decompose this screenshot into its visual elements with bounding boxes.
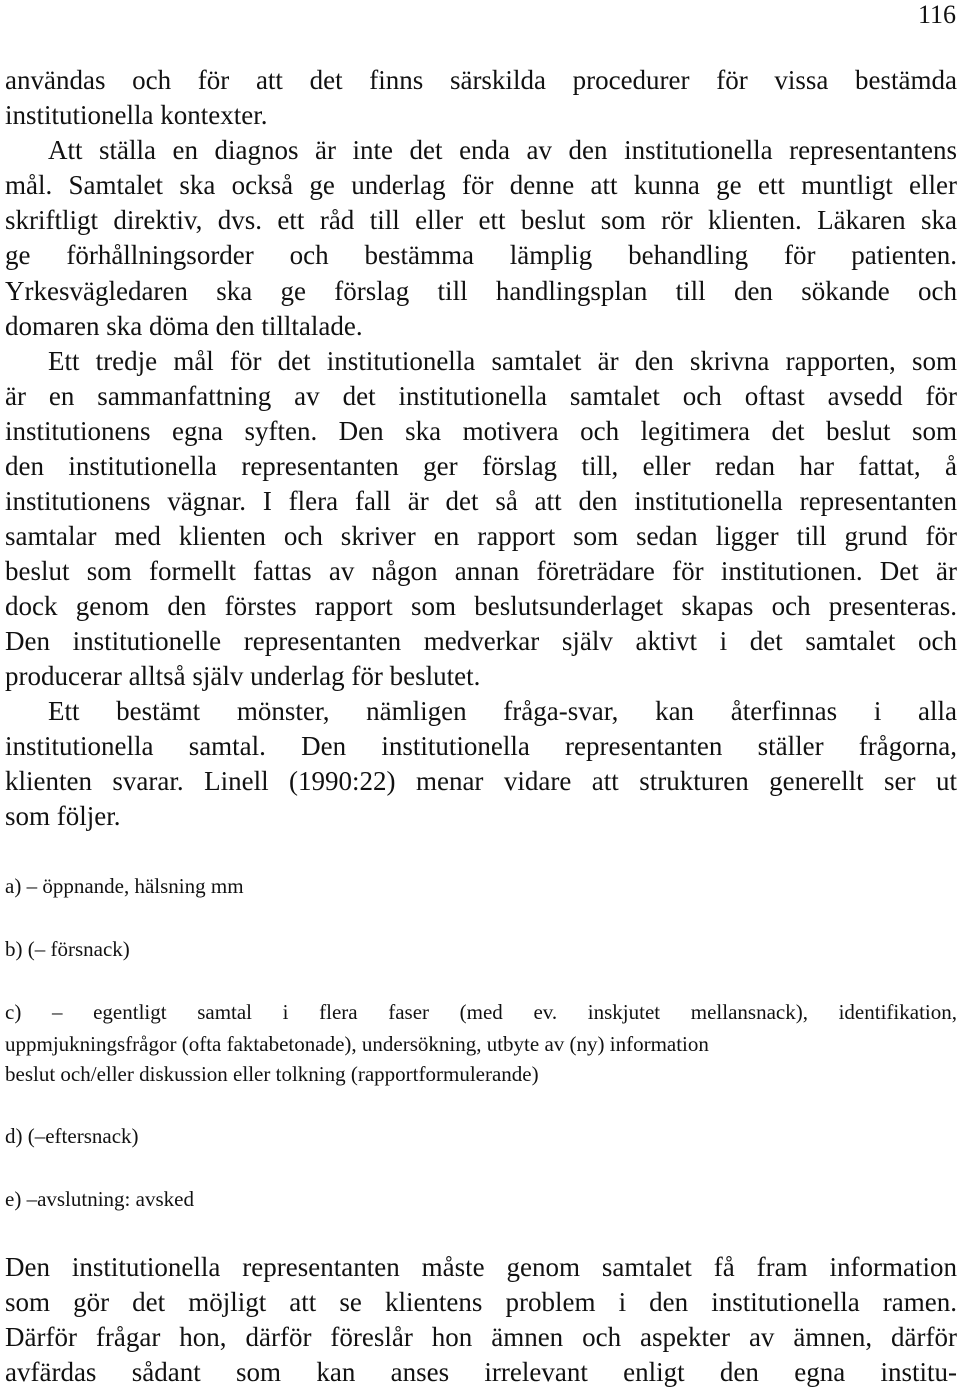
text-line: institutionens vägnar. I flera fall är det så att den institutionella representanten (5, 486, 957, 516)
text-line: institutionella kontexter. (5, 100, 268, 130)
text-line: klienten svarar. Linell (1990:22) menar vidare att strukturen generellt ser ut (5, 766, 957, 796)
text-line: institutionens egna syften. Den ska motivera och legitimera det beslut som (5, 416, 957, 446)
text-line: institutionella samtal. Den institutionella representanten ställer frågorna, (5, 731, 957, 761)
list-item: c) – egentligt samtal i flera faser (med ev. inskjutet mellansnack), identifikation, (5, 1000, 957, 1024)
text-line: Ett tredje mål för det institutionella samtalet är den skrivna rapporten, som (48, 346, 957, 376)
list-item: b) (– försnack) (5, 937, 130, 961)
text-line: som gör det möjligt att se klientens problem i den institutionella ramen. (5, 1287, 957, 1317)
text-line: beslut som formellt fattas av någon annan företrädare för institutionen. Det är (5, 556, 957, 586)
list-item: a) – öppnande, hälsning mm (5, 874, 244, 898)
page-number: 116 (917, 0, 956, 29)
text-line: Den institutionelle representanten medverkar själv aktivt i det samtalet och (5, 626, 957, 656)
text-line: den institutionella representanten ger förslag till, eller redan har fattat, å (5, 451, 957, 481)
text-line: Därför frågar hon, därför föreslår hon ämnen och aspekter av ämnen, därför (5, 1322, 957, 1352)
text-line: är en sammanfattning av det institutionella samtalet och oftast avsedd för (5, 381, 957, 411)
text-line: ge förhållningsorder och bestämma lämplig behandling för patienten. (5, 240, 957, 270)
list-item: e) –avslutning: avsked (5, 1187, 194, 1211)
text-line: producerar alltså själv underlag för beslutet. (5, 661, 481, 691)
text-line: Att ställa en diagnos är inte det enda av den institutionella representantens (48, 135, 957, 165)
text-line: användas och för att det finns särskilda procedurer för vissa bestämda (5, 65, 957, 95)
text-line: Ett bestämt mönster, nämligen fråga-svar, kan återfinnas i alla (48, 696, 957, 726)
text-line: mål. Samtalet ska också ge underlag för denne att kunna ge ett muntligt eller (5, 170, 957, 200)
text-line: skriftligt direktiv, dvs. ett råd till eller ett beslut som rör klienten. Läkaren ska (5, 205, 957, 235)
list-item-continuation: uppmjukningsfrågor (ofta faktabetonade), undersökning, utbyte av (ny) information (5, 1032, 709, 1056)
text-line: avfärdas sådant som kan anses irrelevant enligt den egna institu- (5, 1357, 957, 1387)
text-line: samtalar med klienten och skriver en rapport som sedan ligger till grund för (5, 521, 957, 551)
text-line: som följer. (5, 801, 121, 831)
text-line: domaren ska döma den tilltalade. (5, 311, 363, 341)
text-line: Den institutionella representanten måste genom samtalet få fram information (5, 1252, 957, 1282)
text-line: dock genom den förstes rapport som beslutsunderlaget skapas och presenteras. (5, 591, 957, 621)
list-item: d) (–eftersnack) (5, 1124, 139, 1148)
list-item-continuation: beslut och/eller diskussion eller tolkning (rapportformulerande) (5, 1062, 539, 1086)
text-line: Yrkesvägledaren ska ge förslag till handlingsplan till den sökande och (5, 276, 957, 306)
